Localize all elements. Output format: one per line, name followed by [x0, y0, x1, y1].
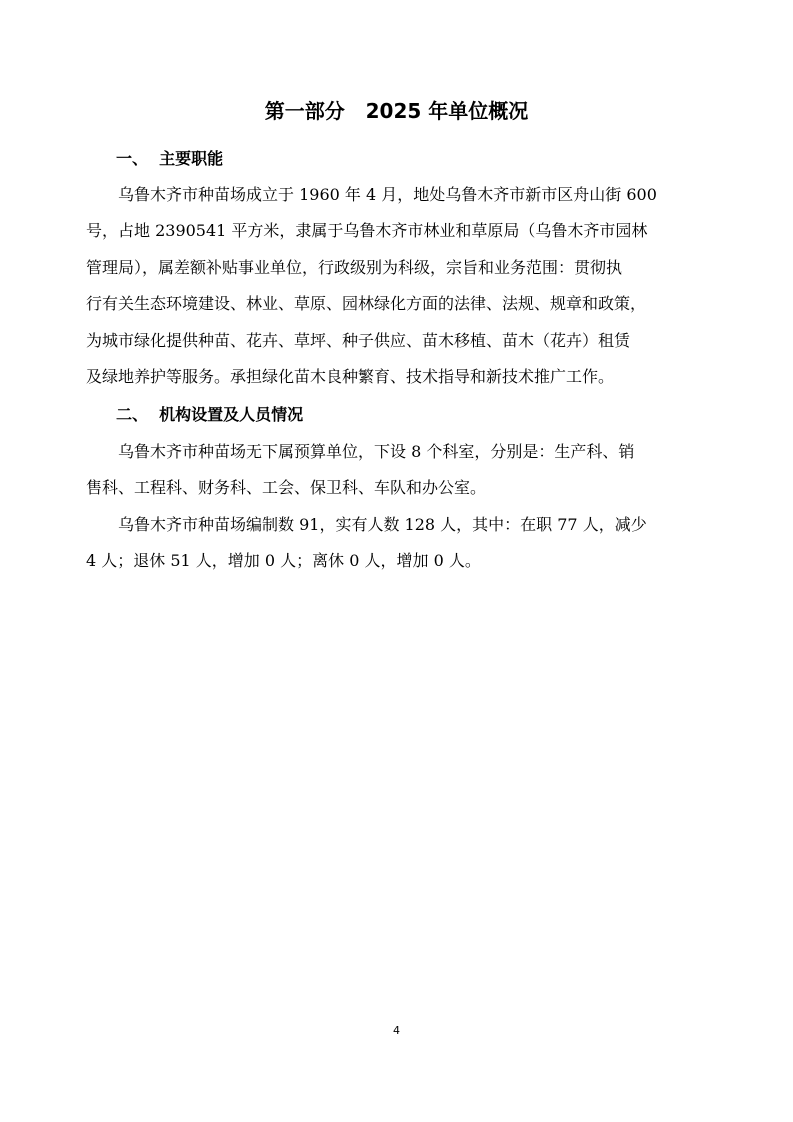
paragraph-line: 为城市绿化提供种苗、花卉、草坪、种子供应、苗木移植、苗木（花卉）租赁 — [86, 331, 631, 350]
paragraph-line: 乌鲁木齐市种苗场成立于 1960 年 4 月，地处乌鲁木齐市新市区舟山街 600 — [118, 185, 657, 204]
paragraph-line: 及绿地养护等服务。承担绿化苗木良种繁育、技术指导和新技术推广工作。 — [86, 367, 615, 386]
paragraph-line: 4 人；退休 51 人，增加 0 人；离休 0 人，增加 0 人。 — [86, 551, 481, 570]
paragraph-line: 售科、工程科、财务科、工会、保卫科、车队和办公室。 — [86, 478, 487, 497]
paragraph-line: 乌鲁木齐市种苗场无下属预算单位，下设 8 个科室，分别是：生产科、销 — [118, 442, 635, 461]
paragraph-line: 管理局），属差额补贴事业单位，行政级别为科级，宗旨和业务范围：贯彻执 — [86, 258, 623, 277]
section-heading-main-functions: 一、 主要职能 — [116, 149, 224, 168]
page-number: 4 — [393, 1024, 400, 1037]
section-heading-organization-staff: 二、 机构设置及人员情况 — [116, 405, 304, 424]
paragraph-line: 行有关生态环境建设、林业、草原、园林绿化方面的法律、法规、规章和政策， — [86, 294, 647, 313]
paragraph-line: 号，占地 2390541 平方米，隶属于乌鲁木齐市林业和草原局（乌鲁木齐市园林 — [86, 221, 648, 240]
paragraph-line: 乌鲁木齐市种苗场编制数 91，实有人数 128 人，其中：在职 77 人，减少 — [118, 515, 647, 534]
page-title: 第一部分 2025 年单位概况 — [264, 99, 529, 123]
